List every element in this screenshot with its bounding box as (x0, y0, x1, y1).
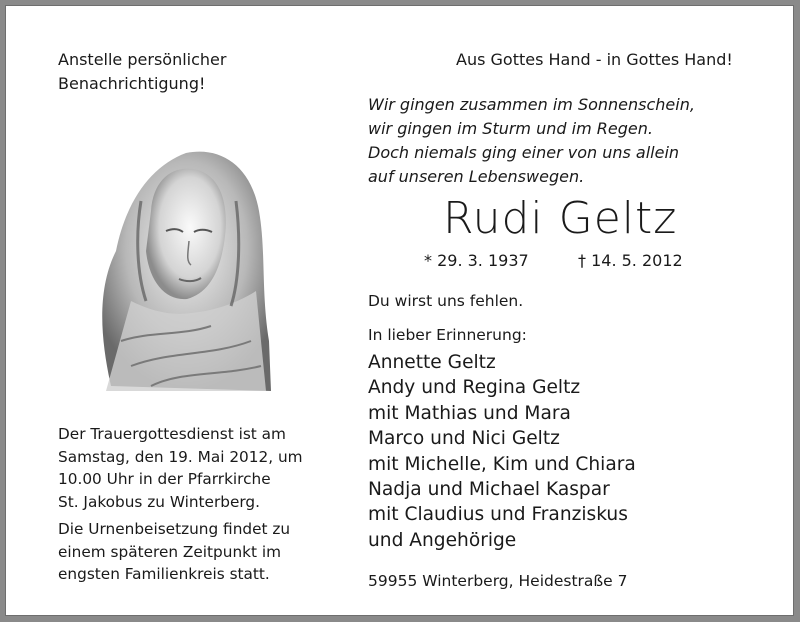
notice-line: Benachrichtigung! (58, 74, 206, 93)
family-member: mit Michelle, Kim und Chiara (368, 453, 636, 475)
family-member: mit Mathias und Mara (368, 402, 571, 424)
urn-info (58, 518, 290, 586)
notice-line: Anstelle persönlicher (58, 50, 227, 69)
madonna-image (91, 141, 273, 391)
poem (368, 93, 695, 189)
poem-line: wir gingen im Sturm und im Regen. (368, 119, 653, 138)
motto-text: Aus Gottes Hand - in Gottes Hand! (456, 50, 733, 69)
family-member: Nadja und Michael Kaspar (368, 479, 610, 501)
death-date: † 14. 5. 2012 (578, 251, 683, 270)
urn-line: einem späteren Zeitpunkt im (58, 542, 282, 561)
poem-line: Doch niemals ging einer von uns allein (368, 143, 680, 162)
urn-line: engsten Familienkreis statt. (58, 565, 270, 583)
poem-line: Wir gingen zusammen im Sonnenschein, (368, 95, 695, 114)
service-line: 10.00 Uhr in der Pfarrkirche (58, 470, 271, 488)
deceased-name: Rudi Geltz (443, 193, 678, 244)
family-member: Marco und Nici Geltz (368, 428, 560, 450)
poem-line: auf unseren Lebenswegen. (368, 167, 585, 186)
family-member: und Angehörige (368, 529, 517, 551)
urn-line: Die Urnenbeisetzung findet zu (58, 520, 291, 538)
address-text: 59955 Winterberg, Heidestraße 7 (368, 572, 628, 590)
family-member: Annette Geltz (368, 352, 496, 373)
family-member: mit Claudius und Franziskus (368, 504, 628, 526)
birth-date: * 29. 3. 1937 (424, 251, 529, 270)
miss-text: Du wirst uns fehlen. (368, 292, 524, 310)
family-member: Andy und Regina Geltz (368, 377, 581, 399)
obituary-card (5, 5, 794, 616)
memory-label: In lieber Erinnerung: (368, 326, 527, 344)
service-line: Der Trauergottesdienst ist am (58, 425, 286, 443)
notice-text (58, 48, 226, 96)
service-line: Samstag, den 19. Mai 2012, um (58, 447, 303, 466)
service-line: St. Jakobus zu Winterberg. (58, 492, 260, 511)
service-info (58, 423, 303, 513)
family-list (368, 350, 636, 553)
